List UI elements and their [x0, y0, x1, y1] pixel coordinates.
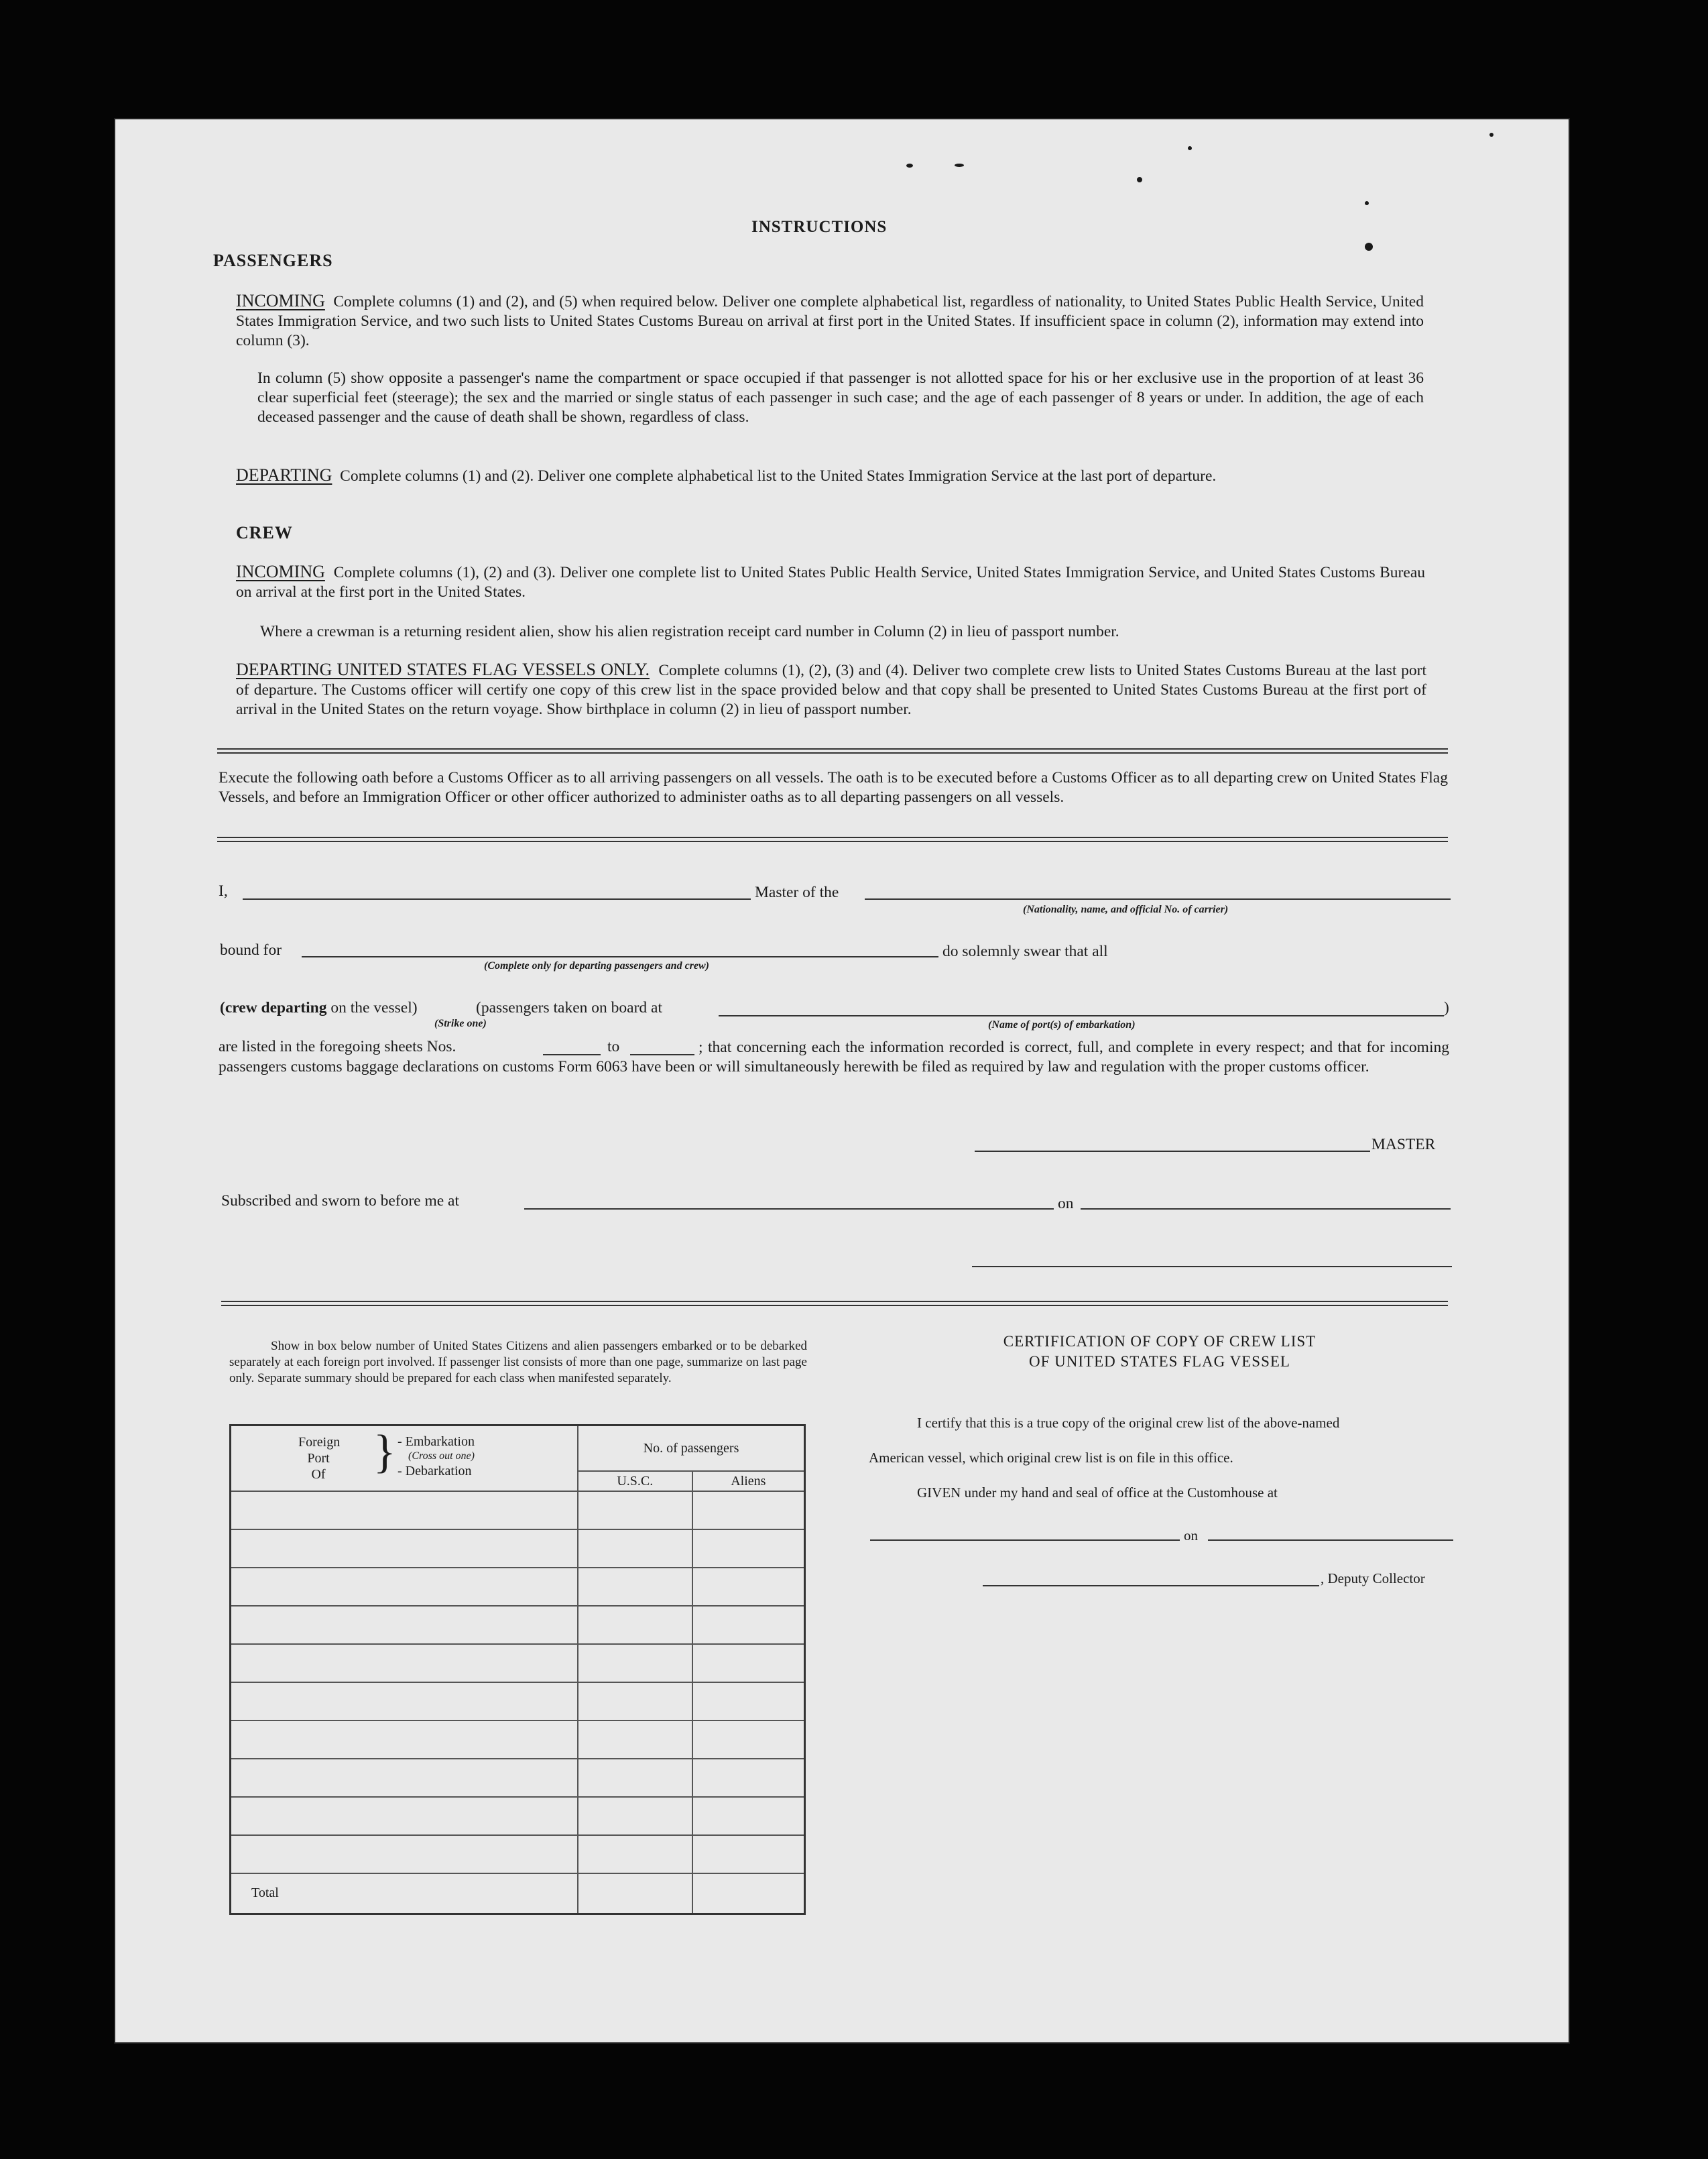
double-rule: [221, 1301, 1448, 1306]
scan-speck: [1489, 133, 1493, 137]
crew-departing-option[interactable]: [220, 999, 418, 1017]
master-name-field[interactable]: [243, 898, 751, 900]
crew-incoming-label: INCOMING: [236, 562, 325, 581]
strike-one-note: (Strike one): [434, 1018, 487, 1029]
total-label: Total: [231, 1873, 578, 1914]
certification-date-field[interactable]: [1208, 1539, 1453, 1541]
master-of-the-label: Master of the: [755, 884, 839, 901]
crew-departing-label: DEPARTING UNITED STATES FLAG VESSELS ONLY.: [236, 660, 650, 679]
carrier-field[interactable]: [865, 898, 1451, 900]
embarkation-port-field[interactable]: [719, 1015, 1444, 1016]
brace-icon: }: [373, 1426, 396, 1478]
passengers-incoming-paragraph: [236, 291, 1424, 351]
sworn-date-field[interactable]: [1081, 1208, 1451, 1210]
subscribed-label: Subscribed and sworn to before me at: [221, 1192, 460, 1210]
cross-out-note: (Cross out one): [408, 1450, 475, 1462]
master-label: MASTER: [1371, 1136, 1436, 1153]
of-label: Of: [311, 1467, 326, 1482]
table-row: [231, 1720, 805, 1759]
listed-text-a: are listed in the foregoing sheets Nos.: [219, 1038, 456, 1055]
deputy-collector-label: , Deputy Collector: [1321, 1570, 1425, 1586]
table-row: [231, 1568, 805, 1606]
debarkation-option[interactable]: - Debarkation: [398, 1464, 472, 1478]
summary-instruction: Show in box below number of United States Citizens and alien passengers embarked or to be debarked separately at each foreign port involved. If passenger list consists of more than one page, summarize on last page only. Separate summary should be prepared for each class when manifested separately.: [229, 1339, 807, 1385]
table-row: [231, 1644, 805, 1682]
passengers-heading: PASSENGERS: [213, 251, 333, 270]
crew-departing-paragraph: [236, 660, 1426, 719]
passengers-incoming-text: Complete columns (1) and (2), and (5) when required below. Deliver one complete alphabetical list, regardless of nationality, to United States Public Health Service, United States Immigration Service, and two such lists to United States Customs Bureau on arrival at first port in the United States. If insufficient space in column (2), information may extend into column (3).: [236, 293, 1424, 349]
scan-speck: [1365, 201, 1369, 205]
complete-only-note: (Complete only for departing passengers and crew): [484, 960, 709, 972]
oath-instruction: Execute the following oath before a Customs Officer as to all arriving passengers on all vessels. The oath is to be executed before a Customs Officer as to all departing crew on United States Flag Vessels, and before an Immigration Officer or other officer authorized to administer oaths as to all departing passengers on all vessels.: [219, 769, 1448, 806]
do-solemnly-label: do solemnly swear that all: [942, 943, 1108, 960]
table-row: [231, 1759, 805, 1797]
given-text: GIVEN under my hand and seal of office at the Customhouse at: [917, 1484, 1278, 1501]
passengers-departing-label: DEPARTING: [236, 465, 332, 485]
table-row: [231, 1797, 805, 1835]
usc-header: U.S.C.: [578, 1471, 692, 1491]
column5-paragraph: In column (5) show opposite a passenger's name the compartment or space occupied if that passenger is not allotted space for his or her exclusive use in the proportion of at least 36 clear superficial feet (steerage); the sex and the married or single status of each passenger in such case; and the age of each passenger of 8 years or under. In addition, the age of each deceased passenger and the cause of death shall be shown, regardless of class.: [257, 369, 1424, 426]
table-row: [231, 1529, 805, 1568]
certify-text-1: I certify that this is a true copy of the original crew list of the above-named: [917, 1415, 1340, 1431]
passengers-taken-option[interactable]: (passengers taken on board at: [476, 999, 662, 1016]
page-title: INSTRUCTIONS: [751, 218, 888, 236]
crew-heading: CREW: [236, 523, 293, 542]
passengers-departing-text: Complete columns (1) and (2). Deliver one complete alphabetical list to the United States Immigration Service at the last port of departure.: [340, 467, 1217, 485]
foreign-label: Foreign: [298, 1435, 341, 1450]
sworn-on-label: on: [1058, 1195, 1074, 1212]
embarkation-option[interactable]: - Embarkation: [398, 1434, 475, 1449]
certification-heading: [952, 1332, 1367, 1372]
scan-speck: [1365, 243, 1373, 251]
crew-departing-text: Complete columns (1), (2), (3) and (4). Deliver two complete crew lists to United States Customs Bureau at the last port of departure. The Customs officer will certify one copy of this crew list in the space provided below and that copy shall be presented to United States Customs Bureau at the first port of arrival in the United States on the return voyage. Show birthplace in column (2) in lieu of passport number.: [236, 662, 1427, 718]
port-of-embarkation-note: (Name of port(s) of embarkation): [988, 1019, 1136, 1031]
certification-heading-line1: CERTIFICATION OF COPY OF CREW LIST: [1003, 1333, 1317, 1350]
passengers-incoming-label: INCOMING: [236, 291, 325, 310]
scan-speck: [1188, 146, 1192, 150]
scan-speck: [906, 164, 913, 168]
port-label: Port: [307, 1451, 330, 1466]
crew-incoming-paragraph: [236, 562, 1425, 602]
double-rule: [217, 837, 1448, 842]
table-row: [231, 1682, 805, 1720]
passengers-departing-paragraph: [236, 465, 1424, 486]
certification-on-label: on: [1184, 1527, 1198, 1543]
to-label: to: [607, 1038, 620, 1055]
foreign-port-header: [231, 1425, 578, 1492]
deputy-signature-field[interactable]: [983, 1585, 1319, 1586]
listed-text-b: ; that concerning each the information recorded is correct, full, and complete in every respect; and that for incoming passengers customs baggage declarations on customs Form 6063 have been or will simultaneously herewith be filed as required by law and regulation with the proper customs officer.: [219, 1039, 1449, 1075]
bound-for-field[interactable]: [302, 956, 938, 957]
nationality-note: (Nationality, name, and official No. of carrier): [1023, 904, 1229, 915]
table-row: [231, 1606, 805, 1644]
crew-incoming-text: Complete columns (1), (2) and (3). Deliver one complete list to United States Public Health Service, United States Immigration Service, and United States Customs Bureau on arrival at the first port in the United States.: [236, 564, 1425, 601]
on-the-vessel-text: on the vessel): [330, 999, 418, 1016]
certification-heading-line2: OF UNITED STATES FLAG VESSEL: [1029, 1353, 1290, 1370]
master-signature-field[interactable]: [975, 1151, 1370, 1152]
aliens-header: Aliens: [692, 1471, 805, 1491]
double-rule: [217, 748, 1448, 754]
scan-speck: [1137, 177, 1142, 182]
certify-text-2: American vessel, which original crew list is on file in this office.: [869, 1450, 1233, 1466]
scan-speck: [955, 164, 964, 167]
passenger-summary-table: [229, 1424, 806, 1915]
table-row: [231, 1491, 805, 1529]
total-row: [231, 1873, 805, 1914]
crew-resident-paragraph: Where a crewman is a returning resident alien, show his alien registration receipt card number in Column (2) in lieu of passport number.: [260, 623, 1119, 640]
crew-departing-text: (crew departing: [220, 999, 327, 1016]
bound-for-label: bound for: [220, 941, 282, 959]
customhouse-field[interactable]: [870, 1539, 1180, 1541]
oath-i-label: I,: [219, 882, 228, 900]
officer-signature-field[interactable]: [972, 1266, 1452, 1267]
sworn-place-field[interactable]: [524, 1208, 1054, 1210]
close-paren: ): [1444, 999, 1449, 1016]
no-of-passengers-header: No. of passengers: [578, 1425, 805, 1472]
table-row: [231, 1835, 805, 1873]
